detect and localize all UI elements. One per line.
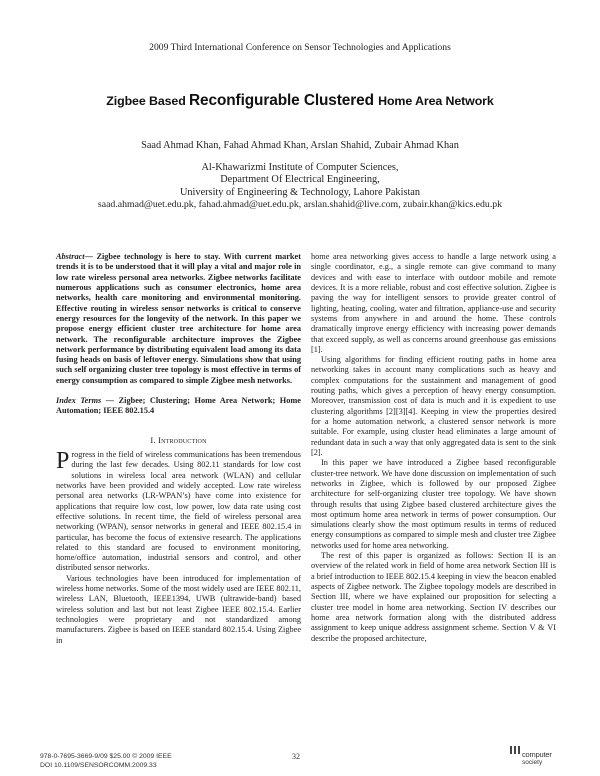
- title-part-3: Home Area Network: [378, 94, 494, 108]
- index-terms-text: — Zigbee; Clustering; Home Area Network; Home Automation; IEEE 802.15.4: [56, 396, 301, 416]
- affiliation-university: University of Engineering & Technology, Lahore Pakistan: [179, 186, 421, 198]
- author-emails: saad.ahmad@uet.edu.pk, fahad.ahmad@uet.edu.pk, arslan.shahid@live.com, zubair.khan@kics.edu.pk: [97, 199, 503, 211]
- title-part-2: Reconfigurable Clustered: [189, 92, 379, 109]
- intro-paragraph-1: [56, 450, 301, 574]
- page-number: 32: [292, 752, 300, 761]
- footer-isbn: 978-0-7695-3669-9/09 $25.00 © 2009 IEEE: [40, 753, 172, 760]
- index-terms: [56, 396, 301, 417]
- right-column: [311, 252, 556, 644]
- abstract: [56, 252, 301, 386]
- paper-title: [0, 92, 600, 110]
- title-part-1: Zigbee Based: [106, 94, 190, 108]
- logo-text-society: society: [522, 759, 543, 766]
- intro-paragraph-1-text: rogress in the field of wireless communications has been tremendous during the last few decades. Using 802.11 standards for low cost solutions in wireless local area network (WLAN) and cellular networks have been provided and widely accepted. Low rate wireless personal area networks (LR-WPAN’s) have come into existence for applications that require low cost, low power, low data rate using cost effective solutions. In recent time, the field of wireless personal area networking (WPAN), sensor networks in general and IEEE 802.15.4 in particular, has become the focus of extensive research. The applications related to this standard are focused to environment monitoring, home/office automation, industrial sensors and control, and other distributed sensor networks.: [56, 450, 301, 573]
- footer-doi: DOI 10.1109/SENSORCOMM.2009.33: [40, 761, 157, 769]
- conference-header: 2009 Third International Conference on Sensor Technologies and Applications: [149, 42, 451, 53]
- intro-paragraph-2: Various technologies have been introduced for implementation of wireless home networks. Some of the most widely used are IEEE 802.11, wireless LAN, Bluetooth, IEEE1394, UWB (ultrawide-band) based wireless solution and last but not least Zigbee IEEE 802.15.4. Earlier technologies were proprietary and not standardized among manufacturers. Zigbee is based on IEEE standard 802.15.4. Using Zigbee in: [56, 573, 301, 645]
- logo-text-computer: computer: [522, 750, 552, 759]
- drop-cap: P: [56, 448, 70, 474]
- abstract-text: — Zigbee technology is here to stay. With current market trends it is to be understood that it will play a vital and major role in low rate wireless personal area networks. Zigbee networks facilitate numerous applications such as consumer electronics, home area networks, health care monitoring and environmental monitoring. Effective routing in wireless sensor networks is critical to conserve energy resources for the longevity of the network. In this paper we propose energy efficient cluster tree architecture for home area network. The reconfigurable architecture improves the Zigbee network performance by distributing equivalent load among its data fusing heads on basis of leftover energy. Simulations show that using such self organizing cluster tree topology is most effective in terms of energy consumption as compared to simple Zigbee mesh networks.: [56, 252, 301, 385]
- footer-copyright: [40, 753, 172, 770]
- author-list: Saad Ahmad Khan, Fahad Ahmad Khan, Arslan Shahid, Zubair Ahmad Khan: [141, 140, 459, 151]
- right-paragraph-1: home area networking gives access to handle a large network using a single coordinator, e.g., a single remote can give command to many devices and with ease to interface with outdoor mobile and remote devices. It is a more reliable, robust and cost effective solution. Zigbee is paving the way for intelligent sensors to provide greater control of lighting, heating, cooling, water and filtration, appliance-use and security systems from anywhere in and around the home. These controls dramatically improve energy efficiency with increasing power demands that exceed supply, as well as concerns around greenhouse gas emissions [1].: [311, 252, 556, 354]
- index-terms-label: Index Terms: [56, 396, 102, 406]
- left-column: [56, 252, 301, 646]
- right-paragraph-4: The rest of this paper is organized as follows: Section II is an overview of the related work in field of home area network Section III is a brief introduction to IEEE 802.15.4 keeping in view the beacon enabled aspects of Zigbee network. The Zigbee topology models are described in Section III, where we have explained our proposition for selecting a cluster tree model in home area networking. Section IV describes our home area network formation along with the distributed address assignment to keep unique address assignment scheme. Section V & VI describe the proposed architecture,: [311, 551, 556, 643]
- computer-society-logo-icon: [508, 744, 522, 768]
- right-paragraph-2: Using algorithms for finding efficient routing paths in home area networking takes in account many complications such as heavy and complex computations for the sustainment and management of good routing paths, which gives a perception of heavy energy consumption. Moreover, transmission cost of data is much and it is expedient to use clustering algorithms [2][3][4]. Keeping in view the properties desired for a home automation network, a clustered sensor network is more suitable. For example, using cluster head eliminates a large amount of redundant data in such a way that only aggregated data is sent to the sink [2].: [311, 355, 556, 457]
- right-paragraph-3: In this paper we have introduced a Zigbee based reconfigurable cluster-tree network. We have done discussion on implementation of such networks in Zigbee, which is followed by our proposed Zigbee architecture for self-organizing cluster tree topology. We have shown through results that using Zigbee based clustered architecture gives the most optimum home area network in terms of power consumption. Our simulations clearly show the most optimum results in terms of reduced energy consumptions as compared to simple mesh and cluster tree Zigbee networks used for home area networking.: [311, 458, 556, 550]
- section-heading-introduction: I. Introduction: [150, 434, 207, 445]
- affiliation-department: Department Of Electrical Engineering,: [220, 174, 380, 186]
- affiliation-institute: Al-Khawarizmi Institute of Computer Sciences,: [201, 162, 399, 173]
- computer-society-logo: [508, 744, 568, 772]
- affiliation-block: [0, 162, 600, 212]
- abstract-label: Abstract: [56, 252, 85, 261]
